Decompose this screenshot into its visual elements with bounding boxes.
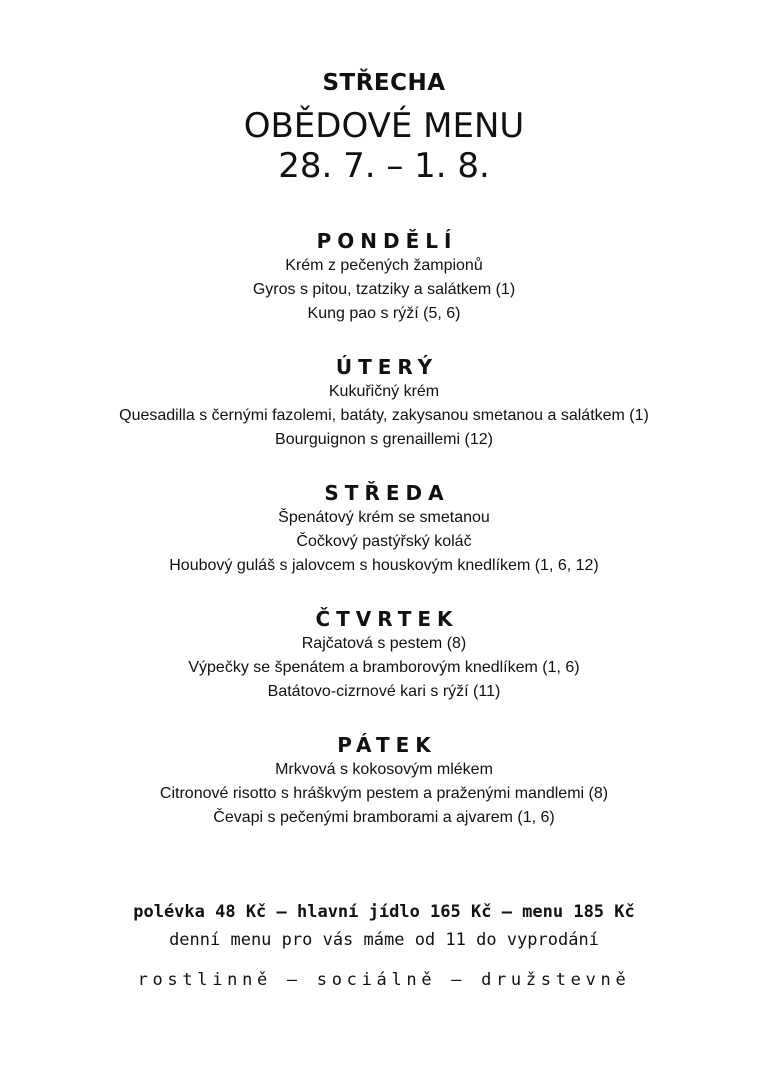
dish-main-2: Batátovo-cizrnové kari s rýží (11) <box>267 683 501 700</box>
dish-main-1: Citronové risotto s hráškvým pestem a praženými mandlemi (8) <box>159 785 609 802</box>
motto: rostlinně – sociálně – družstevně <box>137 970 631 990</box>
dish-soup: Krém z pečených žampionů <box>285 257 483 274</box>
days-list <box>0 228 768 858</box>
dish-main-2: Houbový guláš s jalovcem s houskovým knedlíkem (1, 6, 12) <box>169 557 599 574</box>
day-name: ÚTERÝ <box>335 355 439 379</box>
dish-soup: Rajčatová s pestem (8) <box>301 635 467 652</box>
restaurant-name: STŘECHA <box>322 70 446 96</box>
day-name: STŘEDA <box>324 481 450 505</box>
dish-main-2: Kung pao s rýží (5, 6) <box>307 305 461 322</box>
menu-dates: 28. 7. – 1. 8. <box>278 146 490 186</box>
dish-main-1: Quesadilla s černými fazolemi, batáty, zakysanou smetanou a salátkem (1) <box>119 407 649 424</box>
day-wednesday <box>0 480 768 578</box>
dish-main-2: Čevapi s pečenými bramborami a ajvarem (1, 6) <box>213 809 555 826</box>
menu-title: OBĚDOVÉ MENU <box>243 106 525 146</box>
dish-main-1: Gyros s pitou, tzatziky a salátkem (1) <box>252 281 516 298</box>
price-list: polévka 48 Kč – hlavní jídlo 165 Kč – menu 185 Kč <box>133 902 635 922</box>
day-name: PÁTEK <box>337 733 437 757</box>
dish-main-1: Výpečky se špenátem a bramborovým knedlíkem (1, 6) <box>188 659 580 676</box>
dish-soup: Špenátový krém se smetanou <box>278 509 490 526</box>
dish-main-1: Čočkový pastýřský koláč <box>296 533 472 550</box>
dish-soup: Mrkvová s kokosovým mlékem <box>275 761 493 778</box>
day-tuesday <box>0 354 768 452</box>
day-name: PONDĚLÍ <box>316 229 458 253</box>
day-thursday <box>0 606 768 704</box>
day-name: ČTVRTEK <box>315 607 459 631</box>
dish-main-2: Bourguignon s grenaillemi (12) <box>275 431 493 448</box>
service-note: denní menu pro vás máme od 11 do vyprodání <box>169 930 599 950</box>
day-friday <box>0 732 768 830</box>
dish-soup: Kukuřičný krém <box>328 383 440 400</box>
day-monday <box>0 228 768 326</box>
